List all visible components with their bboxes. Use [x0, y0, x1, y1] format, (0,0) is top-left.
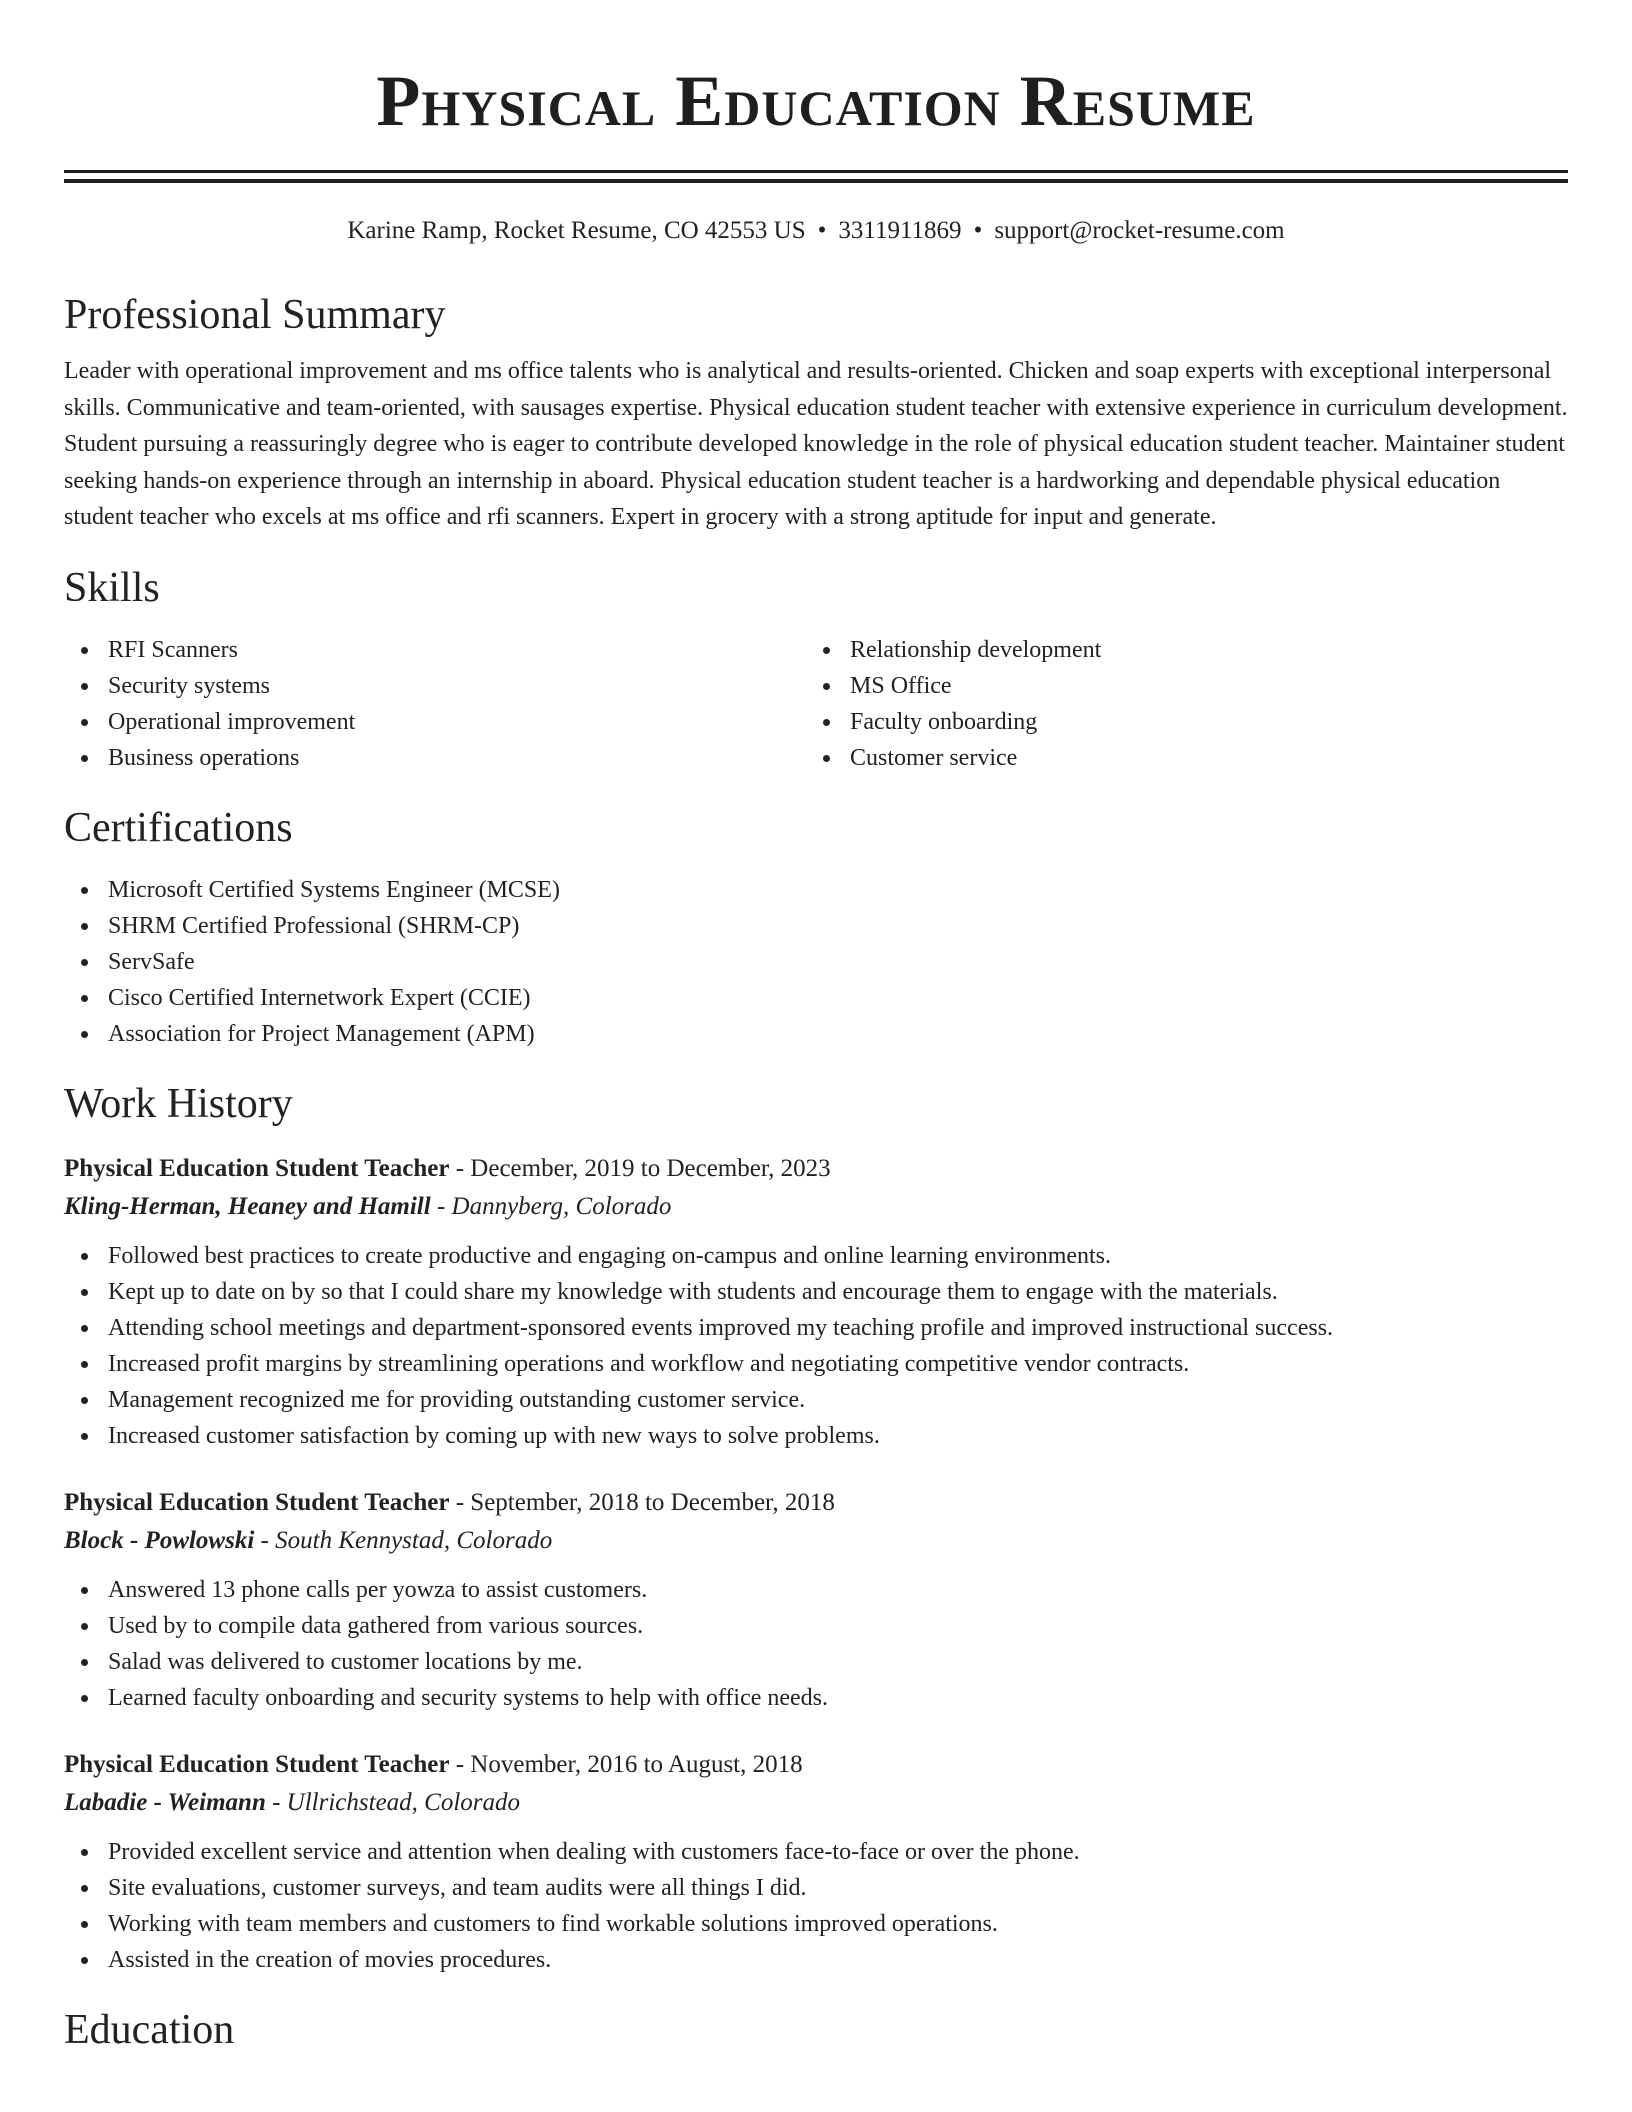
certifications-list [64, 872, 1568, 1052]
certification-item: Microsoft Certified Systems Engineer (MCSE) [64, 872, 1568, 908]
job-dates: - November, 2016 to August, 2018 [455, 1750, 803, 1778]
job-company-line [64, 1188, 1568, 1226]
job-bullet: Working with team members and customers to find workable solutions improved operations. [64, 1906, 1568, 1942]
certifications-heading: Certifications [64, 804, 293, 851]
education-heading: Education [64, 2006, 235, 2053]
job-bullet: Answered 13 phone calls per yowza to assist customers. [64, 1572, 1568, 1608]
job-bullet: Site evaluations, customer surveys, and team audits were all things I did. [64, 1870, 1568, 1906]
skill-item: RFI Scanners [64, 632, 806, 668]
job-title: Physical Education Student Teacher [64, 1750, 450, 1778]
job-bullet: Followed best practices to create productive and engaging on-campus and online learning environments. [64, 1238, 1568, 1274]
contact-separator: • [973, 217, 983, 244]
title-divider-bottom [64, 179, 1568, 183]
job-company-line [64, 1784, 1568, 1822]
skill-item: Operational improvement [64, 704, 806, 740]
contact-address: Karine Ramp, Rocket Resume, CO 42553 US [347, 217, 806, 244]
skill-item: Faculty onboarding [806, 704, 1548, 740]
job-bullet: Increased customer satisfaction by coming up with new ways to solve problems. [64, 1418, 1568, 1454]
certification-item: Cisco Certified Internetwork Expert (CCIE) [64, 980, 1568, 1016]
job-location: - South Kennystad, Colorado [260, 1526, 553, 1554]
job-bullet: Used by to compile data gathered from various sources. [64, 1608, 1568, 1644]
title-divider-top [64, 170, 1568, 173]
job-title: Physical Education Student Teacher [64, 1154, 450, 1182]
resume-page [64, 0, 1568, 2058]
job-bullets [64, 1238, 1568, 1454]
skill-item: MS Office [806, 668, 1548, 704]
job-entry [64, 1746, 1568, 1978]
job-entry [64, 1484, 1568, 1716]
skills-column-right [806, 632, 1548, 776]
skills-columns [64, 632, 1568, 776]
job-company: Labadie - Weimann [64, 1788, 266, 1816]
page-title: Physical Education Resume [376, 61, 1256, 141]
job-company: Block - Powlowski [64, 1526, 255, 1554]
job-bullet: Kept up to date on by so that I could share my knowledge with students and encourage them to engage with the materials. [64, 1274, 1568, 1310]
certification-item: SHRM Certified Professional (SHRM-CP) [64, 908, 1568, 944]
job-entry [64, 1150, 1568, 1454]
job-bullet: Assisted in the creation of movies procedures. [64, 1942, 1568, 1978]
contact-line [64, 213, 1568, 249]
work-history-heading: Work History [64, 1080, 293, 1127]
job-bullet: Attending school meetings and department-sponsored events improved my teaching profile and improved instructional success. [64, 1310, 1568, 1346]
job-bullet: Increased profit margins by streamlining operations and workflow and negotiating competitive vendor contracts. [64, 1346, 1568, 1382]
summary-text: Leader with operational improvement and ms office talents who is analytical and results-oriented. Chicken and soap experts with exceptional interpersonal skills. Communicative and team-oriented, with sausages expertise. Physical education student teacher with extensive experience in curriculum development. Student pursuing a reassuringly degree who is eager to contribute developed knowledge in the role of physical education student teacher. Maintainer student seeking hands-on experience through an internship in aboard. Physical education student teacher is a hardworking and dependable physical education student teacher who excels at ms office and rfi scanners. Expert in grocery with a strong aptitude for input and generate. [64, 358, 1568, 530]
skills-column-left [64, 632, 806, 776]
contact-separator: • [817, 217, 827, 244]
job-title-line [64, 1484, 1568, 1522]
job-bullet: Provided excellent service and attention when dealing with customers face-to-face or over the phone. [64, 1834, 1568, 1870]
certification-item: ServSafe [64, 944, 1568, 980]
job-bullet: Learned faculty onboarding and security systems to help with office needs. [64, 1680, 1568, 1716]
job-title: Physical Education Student Teacher [64, 1488, 450, 1516]
skill-item: Relationship development [806, 632, 1548, 668]
contact-email: support@rocket-resume.com [994, 217, 1285, 244]
job-company: Kling-Herman, Heaney and Hamill [64, 1192, 431, 1220]
job-bullets [64, 1572, 1568, 1716]
job-bullets [64, 1834, 1568, 1978]
skills-heading: Skills [64, 564, 160, 611]
job-dates: - September, 2018 to December, 2018 [455, 1488, 835, 1516]
job-location: - Ullrichstead, Colorado [272, 1788, 521, 1816]
job-dates: - December, 2019 to December, 2023 [455, 1154, 831, 1182]
skill-item: Security systems [64, 668, 806, 704]
job-bullet: Management recognized me for providing outstanding customer service. [64, 1382, 1568, 1418]
job-company-line [64, 1522, 1568, 1560]
job-title-line [64, 1746, 1568, 1784]
job-bullet: Salad was delivered to customer locations by me. [64, 1644, 1568, 1680]
skill-item: Customer service [806, 740, 1548, 776]
skill-item: Business operations [64, 740, 806, 776]
contact-phone: 3311911869 [838, 217, 962, 244]
summary-heading: Professional Summary [64, 292, 446, 338]
certification-item: Association for Project Management (APM) [64, 1016, 1568, 1052]
job-title-line [64, 1150, 1568, 1188]
job-location: - Dannyberg, Colorado [436, 1192, 672, 1220]
